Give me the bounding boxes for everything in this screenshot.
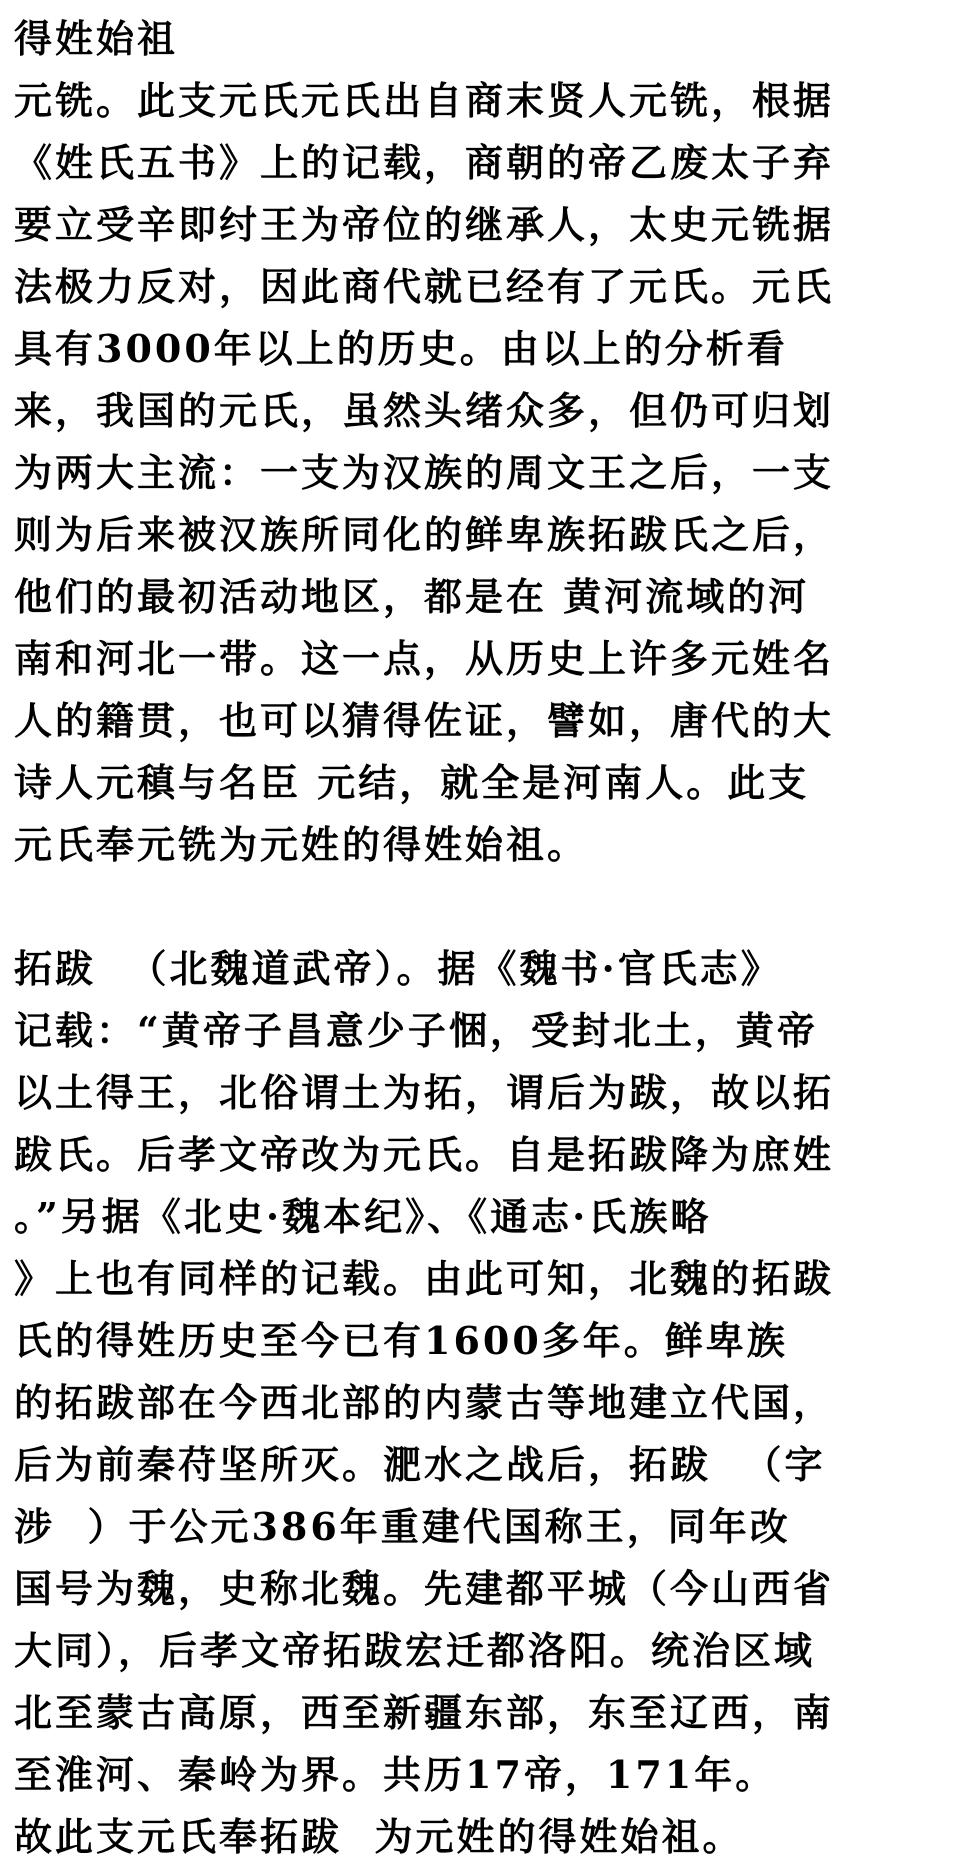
text-line: 法极力反对，因此商代就已经有了元氏。元氏 [14, 264, 835, 309]
text-line: 诗人元稹与名臣 元结，就全是河南人。此支 [14, 760, 810, 805]
text-line: 以土得王，北俗谓土为拓，谓后为跋，故以拓 [14, 1070, 835, 1115]
text-line: 至淮河、秦岭为界。共历17帝，171年。 [14, 1752, 777, 1797]
document-title: 得姓始祖 [14, 16, 179, 61]
text-line: 来，我国的元氏，虽然头绪众多，但仍可归划 [14, 388, 835, 433]
text-line: 为两大主流：一支为汉族的周文王之后，一支 [14, 450, 835, 495]
text-line: 涉 ）于公元386年重建代国称王，同年改 [14, 1504, 791, 1549]
text-line: 他们的最初活动地区，都是在 黄河流域的河 [14, 574, 810, 619]
paragraph-yuan-xian [14, 70, 970, 876]
text-line: 北至蒙古高原，西至新疆东部，东至辽西，南 [14, 1690, 835, 1735]
text-line: 。”另据《北史·魏本纪》、《通志·氏族略 [14, 1194, 712, 1239]
paragraph-spacer [14, 876, 970, 938]
text-line: 国号为魏，史称北魏。先建都平城（今山西省 [14, 1566, 835, 1611]
text-line: 记载：“黄帝子昌意少子悃，受封北土，黄帝 [14, 1008, 818, 1053]
text-line: 的拓跋部在今西北部的内蒙古等地建立代国， [14, 1380, 835, 1425]
text-line: 元铣。此支元氏元氏出自商末贤人元铣，根据 [14, 78, 835, 123]
text-line: 具有3000年以上的历史。由以上的分析看 [14, 326, 788, 371]
text-line: 大同），后孝文帝拓跋宏迁都洛阳。统治区域 [14, 1628, 816, 1673]
text-line: 则为后来被汉族所同化的鲜卑族拓跋氏之后， [14, 512, 835, 557]
text-line: 《姓氏五书》上的记载，商朝的帝乙废太子弃 [14, 140, 835, 185]
text-line: 元氏奉元铣为元姓的得姓始祖。 [14, 822, 589, 867]
text-line: 南和河北一带。这一点，从历史上许多元姓名 [14, 636, 835, 681]
text-line: 氏的得姓历史至今已有1600多年。鲜卑族 [14, 1318, 788, 1363]
text-line: 故此支元氏奉拓跋 为元姓的得姓始祖。 [14, 1814, 744, 1859]
text-line: 后为前秦苻坚所灭。淝水之战后，拓跋 （字 [14, 1442, 826, 1487]
text-line: 跋氏。后孝文帝改为元氏。自是拓跋降为庶姓 [14, 1132, 835, 1177]
text-line: 人的籍贯，也可以猜得佐证，譬如，唐代的大 [14, 698, 835, 743]
text-line: 要立受辛即纣王为帝位的继承人，太史元铣据 [14, 202, 835, 247]
paragraph-tuoba [14, 938, 970, 1868]
text-line: 》上也有同样的记载。由此可知，北魏的拓跋 [14, 1256, 835, 1301]
text-line: 拓跋 （北魏道武帝）。据《魏书·官氏志》 [14, 946, 782, 991]
